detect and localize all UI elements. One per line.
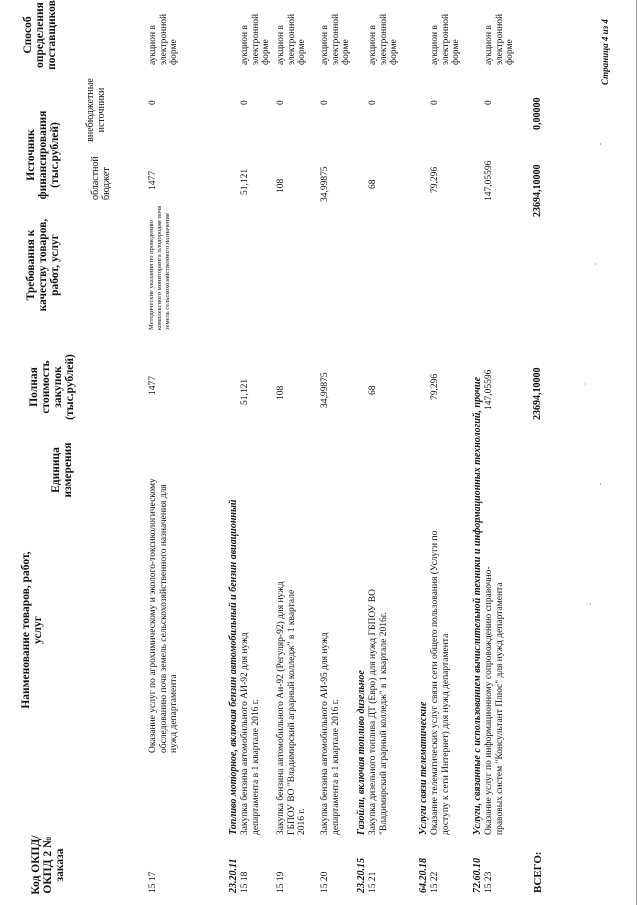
row-extra: 0 xyxy=(240,100,250,105)
row-regional: 68 xyxy=(368,179,378,189)
row-regional: 51,121 xyxy=(240,168,250,195)
row-extra: 0 xyxy=(276,100,286,105)
header-funding: Источник финансирования (тыс.рублей) xyxy=(25,110,61,200)
row-method: аукцион в электронной форме xyxy=(320,13,351,65)
row-extra: 0 xyxy=(368,100,378,105)
header-method: Способ определения поставщиков xyxy=(22,0,58,70)
header-quality: Требования к качеству товаров, работ, услуг xyxy=(25,218,61,312)
row-name: Оказание услуг по информационному сопровождению справочно-правовых систем "Консультант Плюс" для нужд департамента xyxy=(484,566,505,835)
total-label: ВСЕГО: xyxy=(532,851,544,893)
row-extra: 0 xyxy=(484,100,494,105)
group-title: Услуги, связанные с использованием вычислительной техники и информационных технологий, прочие xyxy=(472,376,483,835)
row-name: Оказание услуг по агрохимическому и эколого-токсикологическому обследованию почв земель сельскохозяйственного назначения для нужд департамента xyxy=(148,478,179,753)
row-extra: 0 xyxy=(320,100,330,105)
row-cost: 51,121 xyxy=(240,378,250,405)
total-cost: 23694,10000 xyxy=(532,367,543,420)
row-cost: 108 xyxy=(276,385,286,400)
row-quality: Методические указания по проведению комплексного мониторинга плодородия почв земель сельскохозяйственного назначения xyxy=(148,205,171,330)
row-method: аукцион в электронной форме xyxy=(276,13,307,65)
row-number: 15 19 xyxy=(276,871,286,893)
row-name: Закупка бензина автомобильного Аи-92 (Регуляр-92) для нужд ГБПОУ ВО "Владимирский аграрный колледж" в 1 квартале 2016 г. xyxy=(276,581,307,835)
row-cost: 34,99875 xyxy=(320,372,330,408)
row-number: 15 22 xyxy=(430,871,440,893)
scan-speck xyxy=(600,483,601,485)
row-cost: 1477 xyxy=(148,376,158,395)
row-regional: 34,99875 xyxy=(320,166,330,202)
row-regional: 108 xyxy=(276,178,286,193)
row-regional: 147,05596 xyxy=(484,160,494,201)
row-name: Оказание телематических услуг связи сети общего пользования (Услуги по доступу к сети Интернет) для нужд департамента xyxy=(430,530,451,835)
row-number: 15 21 xyxy=(368,871,378,893)
row-name: Закупка бензина автомобильного АИ-92 для нужд департамента в 1 квартале 2016 г. xyxy=(240,632,261,835)
row-method: аукцион в электронной форме xyxy=(148,13,179,65)
row-number: 15 18 xyxy=(240,871,250,893)
row-name: Закупка дизельного топлива ДТ (Евро) для нужд ГБПОУ ВО "Владимирский аграрный колледж" в 1 квартале 2016г. xyxy=(368,589,389,835)
row-cost: 79,296 xyxy=(430,373,440,400)
total-extra: 0,00000 xyxy=(532,97,543,130)
row-method: аукцион в электронной форме xyxy=(484,13,515,65)
row-extra: 0 xyxy=(430,100,440,105)
row-regional: 79,296 xyxy=(430,166,440,193)
group-title: Газойли, включая топливо дизельное xyxy=(356,670,367,835)
row-name: Закупка бензина автомобильного АИ-95 для нужд департамента в 1 квартале 2016 г. xyxy=(320,632,341,835)
scan-speck xyxy=(600,143,601,145)
group-title: Услуги связи телематические xyxy=(418,701,429,835)
scan-edge xyxy=(636,0,637,905)
group-code: 72.60.10 xyxy=(472,858,483,893)
header-name: Наименование товаров, работ, услуг xyxy=(20,551,44,709)
row-number: 15 23 xyxy=(484,871,494,893)
row-method: аукцион в электронной форме xyxy=(430,13,461,65)
row-extra: 0 xyxy=(148,100,158,105)
scan-speck xyxy=(590,603,591,605)
header-unit: Единица измерения xyxy=(50,442,74,498)
row-regional: 1477 xyxy=(148,171,158,190)
page-number: Страница 4 из 4 xyxy=(600,19,610,85)
row-cost: 147,05596 xyxy=(484,369,494,410)
group-title: Топливо моторное, включая бензин автомобильный и бензин авиационный xyxy=(228,499,239,835)
group-code: 23.20.15 xyxy=(356,858,367,893)
scan-speck xyxy=(585,383,586,385)
group-code: 23.20.11 xyxy=(228,858,239,893)
header-code: Код ОКПД/ ОКПД 2 № заказа xyxy=(30,835,66,895)
row-number: 15 20 xyxy=(320,871,330,893)
header-cost: Полная стоимость закупок (тыс.рублей) xyxy=(28,354,76,420)
header-funding-extrabudget: внебюджетные источники xyxy=(85,78,107,142)
header-funding-regional: областной бюджет xyxy=(90,156,112,200)
row-method: аукцион в электронной форме xyxy=(240,13,271,65)
row-cost: 68 xyxy=(368,385,378,395)
scan-speck xyxy=(595,263,596,265)
row-method: аукцион в электронной форме xyxy=(368,13,399,65)
total-regional: 23694,10000 xyxy=(532,164,543,217)
row-number: 15 17 xyxy=(148,871,158,893)
group-code: 64.20.18 xyxy=(418,858,429,893)
